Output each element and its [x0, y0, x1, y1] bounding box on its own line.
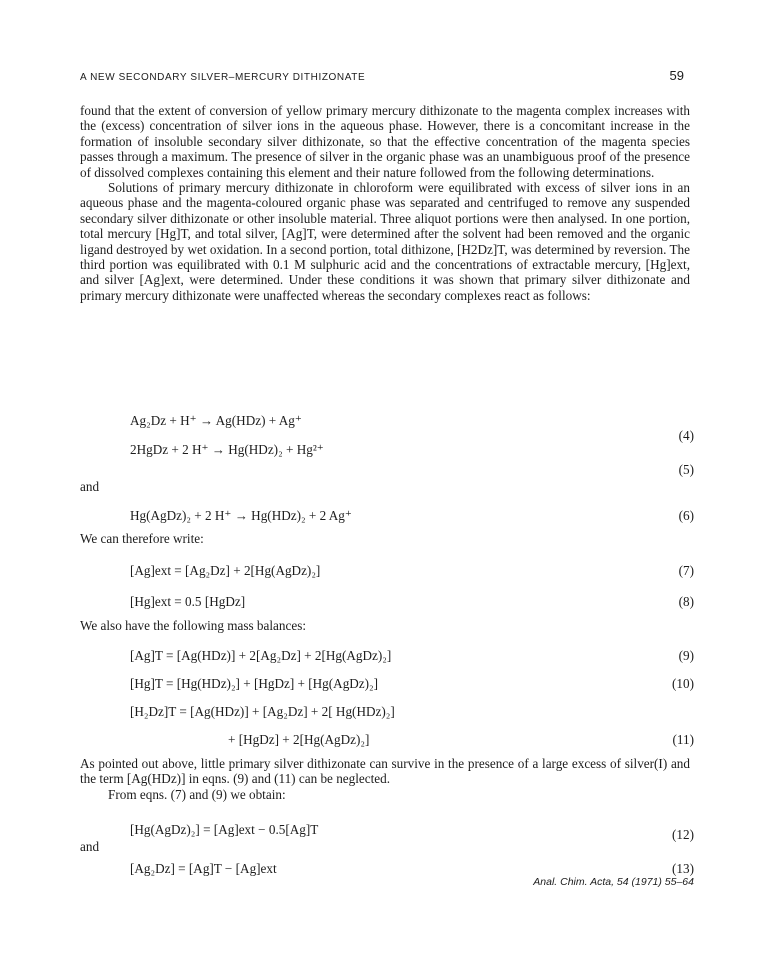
journal-citation: Anal. Chim. Acta, 54 (1971) 55–64 [533, 876, 694, 888]
page-number: 59 [669, 68, 684, 83]
equation-number: (11) [672, 732, 694, 747]
paragraph: From eqns. (7) and (9) we obtain: [108, 786, 286, 802]
connector-text: and [80, 479, 100, 494]
equation-number: (8) [678, 594, 694, 609]
paragraph: As pointed out above, little primary silver dithizonate can survive in the presence of a large excess of silver(I) and the term [Ag(HDz)] in eqns. (9) and (11) can be neglected. [80, 756, 690, 787]
equation: Ag₂Dz + H⁺ → Ag(HDz) + Ag⁺ [130, 413, 302, 428]
body-text-block [80, 103, 690, 303]
equation-number: (4) [678, 428, 694, 443]
equation: [Hg(AgDz)₂] = [Ag]ext − 0.5[Ag]T [130, 822, 319, 837]
equation-continuation: + [HgDz] + 2[Hg(AgDz)₂] [228, 732, 370, 747]
equation: [Ag]T = [Ag(HDz)] + 2[Ag₂Dz] + 2[Hg(AgDz)₂] [130, 648, 392, 663]
paragraph: found that the extent of conversion of yellow primary mercury dithizonate to the magenta complex increases with the (excess) concentration of silver ions in the aqueous phase. However, there is a concomitant increase in the formation of insoluble secondary silver dithizonate, so that the effective concentration of the magenta species passes through a maximum. The presence of silver in the organic phase was an unambiguous proof of the presence of dissolved complexes containing this element and their nature followed from the following determinations. [80, 103, 690, 180]
equation-number: (12) [672, 827, 694, 842]
connector-text: We can therefore write: [80, 531, 204, 546]
equation: Hg(AgDz)₂ + 2 H⁺ → Hg(HDz)₂ + 2 Ag⁺ [130, 508, 352, 523]
equation-number: (5) [678, 462, 694, 477]
body-text-block [80, 756, 690, 802]
equation: [H₂Dz]T = [Ag(HDz)] + [Ag₂Dz] + 2[ Hg(HDz)₂] [130, 704, 395, 719]
equation-number: (7) [678, 563, 694, 578]
running-title: A NEW SECONDARY SILVER–MERCURY DITHIZONATE [80, 72, 366, 83]
equation: [Hg]ext = 0.5 [HgDz] [130, 594, 246, 609]
equation-number: (13) [672, 861, 694, 876]
paragraph: Solutions of primary mercury dithizonate in chloroform were equilibrated with excess of silver ions in an aqueous phase and the magenta-coloured organic phase was separated and centrifuged to remove any suspended secondary silver dithizonate or other insoluble material. Three aliquot portions were then analysed. In one portion, total mercury [Hg]T, and total silver, [Ag]T, were determined after the solvent had been removed and the organic ligand destroyed by wet oxidation. In a second portion, total dithizone, [H2Dz]T, was determined by reversion. The third portion was equilibrated with 0.1 M sulphuric acid and the concentrations of extractable mercury, [Hg]ext, and silver [Ag]ext, were determined. Under these conditions it was shown that primary silver dithizonate and primary mercury dithizonate were unaffected whereas the secondary complexes react as follows: [80, 180, 690, 303]
equation-number: (10) [672, 676, 694, 691]
equation: 2HgDz + 2 H⁺ → Hg(HDz)₂ + Hg²⁺ [130, 442, 324, 457]
equation-number: (9) [678, 648, 694, 663]
equation: [Ag]ext = [Ag₂Dz] + 2[Hg(AgDz)₂] [130, 563, 321, 578]
connector-text: We also have the following mass balances: [80, 618, 306, 633]
connector-text: and [80, 839, 100, 854]
equation: [Hg]T = [Hg(HDz)₂] + [HgDz] + [Hg(AgDz)₂] [130, 676, 379, 691]
equation-number: (6) [678, 508, 694, 523]
equation: [Ag₂Dz] = [Ag]T − [Ag]ext [130, 861, 277, 876]
